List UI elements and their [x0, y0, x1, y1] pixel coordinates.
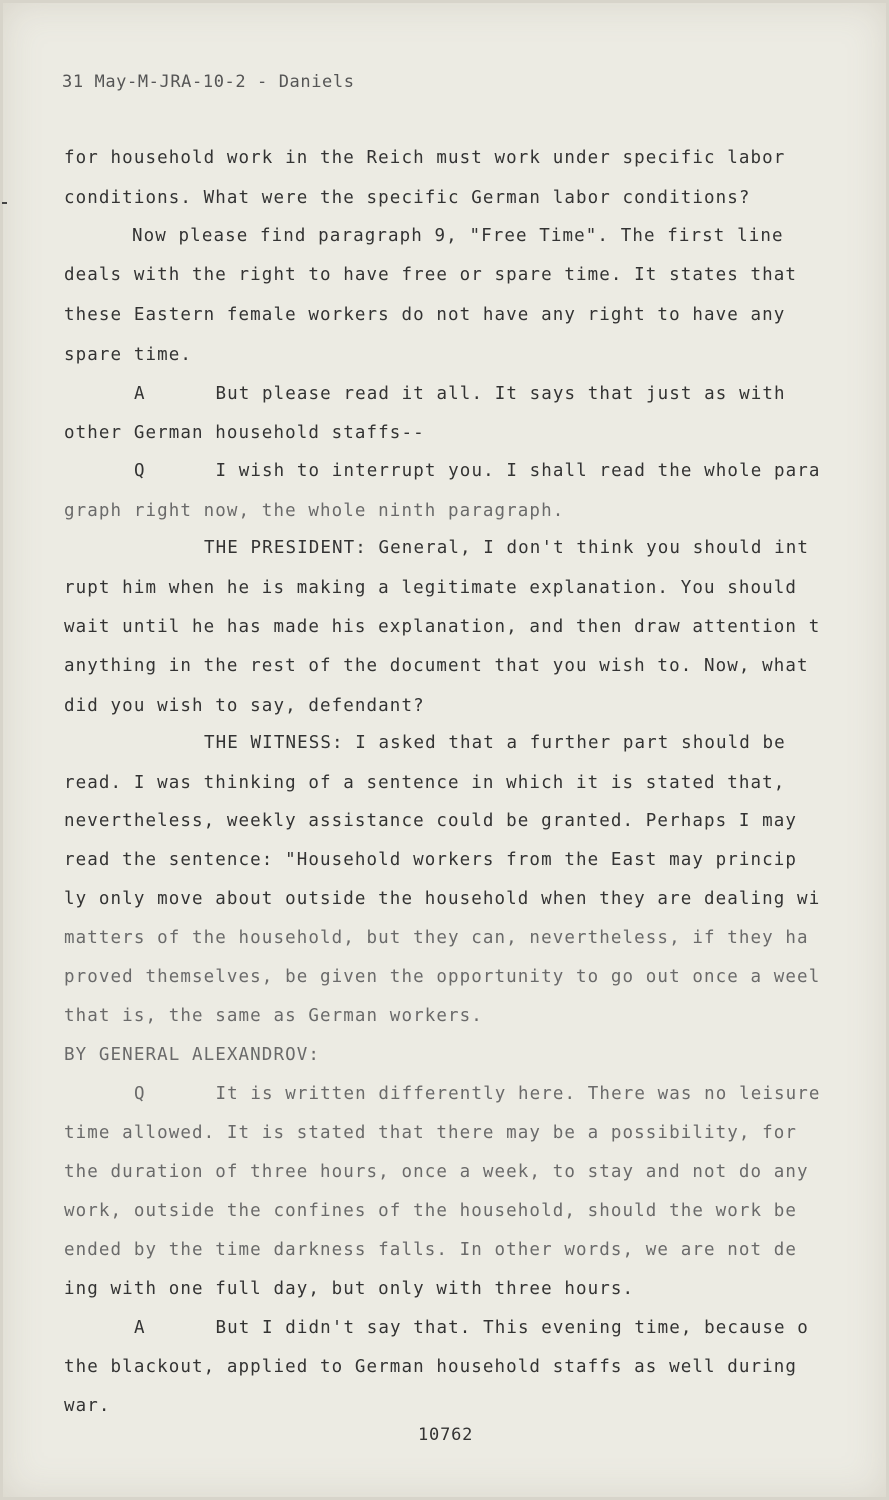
text-line: the blackout, applied to German household staffs as well during [64, 1357, 798, 1377]
text-line: read the sentence: "Household workers from the East may princip [64, 850, 798, 870]
text-line: did you wish to say, defendant? [64, 696, 425, 716]
text-line: graph right now, the whole ninth paragraph. [64, 501, 565, 521]
text-line: spare time. [64, 345, 192, 365]
text-line: proved themselves, be given the opportunity to go out once a weel [64, 967, 821, 987]
text-line: war. [64, 1396, 111, 1416]
text-line: THE WITNESS: I asked that a further part should be [204, 733, 786, 753]
text-line: rupt him when he is making a legitimate explanation. You should [64, 578, 798, 598]
text-line: that is, the same as German workers. [64, 1006, 483, 1026]
text-line: A But I didn't say that. This evening time, because o [134, 1318, 809, 1338]
text-line: BY GENERAL ALEXANDROV: [64, 1045, 320, 1065]
margin-mark [2, 202, 7, 204]
text-line: read. I was thinking of a sentence in which it is stated that, [64, 773, 786, 793]
text-line: nevertheless, weekly assistance could be granted. Perhaps I may [64, 811, 798, 831]
text-line: Now please find paragraph 9, "Free Time". The first line [132, 226, 784, 246]
text-line: A But please read it all. It says that just as with [134, 384, 786, 404]
text-line: work, outside the confines of the household, should the work be [64, 1201, 798, 1221]
text-line: conditions. What were the specific German labor conditions? [64, 188, 751, 208]
text-line: for household work in the Reich must work under specific labor [64, 148, 786, 168]
text-line: THE PRESIDENT: General, I don't think you should int [204, 538, 810, 558]
text-line: the duration of three hours, once a week, to stay and not do any [64, 1162, 809, 1182]
text-line: ing with one full day, but only with three hours. [64, 1279, 635, 1299]
text-line: deals with the right to have free or spare time. It states that [64, 265, 798, 285]
text-line: ended by the time darkness falls. In other words, we are not de [64, 1240, 798, 1260]
text-line: other German household staffs-- [64, 423, 425, 443]
text-line: Q I wish to interrupt you. I shall read the whole para [134, 461, 821, 481]
text-line: these Eastern female workers do not have any right to have any [64, 305, 786, 325]
text-line: matters of the household, but they can, nevertheless, if they ha [64, 928, 809, 948]
page-number: 10762 [418, 1425, 474, 1445]
page-header: 31 May-M-JRA-10-2 - Daniels [62, 72, 355, 92]
text-line: Q It is written differently here. There was no leisure [134, 1084, 821, 1104]
text-line: anything in the rest of the document that you wish to. Now, what [64, 656, 809, 676]
text-line: time allowed. It is stated that there may be a possibility, for [64, 1123, 798, 1143]
text-line: wait until he has made his explanation, and then draw attention t [64, 617, 821, 637]
text-line: ly only move about outside the household when they are dealing wi [64, 889, 821, 909]
